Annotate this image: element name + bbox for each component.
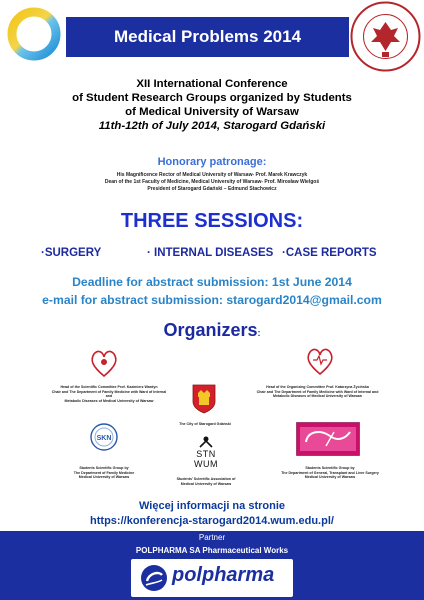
organizer-right-bottom: [276, 466, 384, 480]
organizer-line: Medical University of Warsaw: [78, 475, 130, 480]
organizers-heading-text: Organizers: [163, 320, 258, 340]
organizer-city: The City of Starogard Gdański: [179, 422, 231, 426]
skn-logo: [88, 422, 120, 452]
more-info-label: Więcej informacji na stronie: [139, 500, 285, 512]
organizer-line: Chair and The Department of Family Medicine with Ward of Internal and: [51, 389, 167, 399]
partner-name: POLPHARMA SA Pharmaceutical Works: [135, 546, 289, 555]
organizer-line: Students Scientific Group by: [79, 466, 129, 470]
conference-info: [0, 77, 424, 133]
conference-title: XII International Conference: [136, 78, 288, 90]
conference-dates: 11th-12th of July 2014, Starogard Gdański: [98, 120, 326, 132]
stn-wum-figure-icon: [196, 436, 216, 448]
patronage-line: President of Starogard Gdański – Edmund Stachowicz: [147, 186, 277, 192]
deadline-date: Deadline for abstract submission: 1st June 2014: [72, 275, 352, 289]
organizer-line: Head of the Organizing Committee Prof. Katarzyna Życińska: [266, 385, 369, 389]
university-seal-icon: [349, 0, 422, 73]
organizer-line: The Department of Family Medicine: [73, 470, 135, 475]
sessions-heading: THREE SESSIONS:: [120, 210, 304, 232]
organizer-line: Metabolic Diseases of Medical University of Warsaw: [273, 394, 362, 399]
stn-wum-logo: [190, 449, 222, 469]
organizers-heading: [0, 320, 424, 341]
organizer-left-bottom: [58, 466, 150, 480]
city-crest-icon: [192, 384, 216, 414]
more-info: [0, 499, 424, 529]
stn-logo-text: STN: [196, 449, 216, 459]
organizer-left-top: [49, 385, 169, 403]
partner-label: Partner: [198, 533, 226, 542]
conference-subtitle: of Student Research Groups organized by Students: [72, 92, 352, 104]
organizer-line: Students Scientific Group by: [305, 466, 355, 470]
organizer-center-bottom: [166, 477, 246, 486]
conference-university: of Medical University of Warsaw: [125, 106, 299, 118]
patronage-line: His Magnificence Rector of Medical University of Warsaw- Prof. Marek Krawczyk: [116, 172, 308, 178]
session-surgery: ·SURGERY: [41, 247, 102, 259]
patronage-heading: Honorary patronage:: [157, 156, 267, 168]
polpharma-logo-text: polpharma: [172, 564, 275, 586]
organizer-line: Medical University of Warsaw: [304, 475, 356, 480]
page-title: Medical Problems 2014: [113, 27, 302, 46]
organizer-line: Medical University of Warsaw: [180, 481, 232, 486]
submission-email[interactable]: e-mail for abstract submission: starogard2014@gmail.com: [42, 293, 382, 307]
session-case-reports: ·CASE REPORTS: [282, 247, 377, 259]
patronage-list: [0, 172, 424, 193]
heart-logo-left: [88, 348, 120, 378]
more-info-url[interactable]: https://konferencja-starogard2014.wum.edu.pl/: [90, 515, 334, 527]
organizer-line: Students' Scientific Association of: [176, 477, 236, 481]
patronage-line: Dean of the 1st Faculty of Medicine, Medical University of Warsaw- Prof. Mirosław Wielgoś: [104, 179, 320, 185]
organizer-right-top: [255, 385, 380, 399]
conference-ring-logo: [6, 6, 62, 62]
organizer-line: The Department of General, Transplant and Liver Surgery: [281, 470, 379, 475]
sessions-list: [0, 247, 424, 261]
skn-logo-text: SKN: [96, 435, 112, 442]
wum-logo-text: WUM: [194, 459, 218, 469]
organizers-heading-colon: :: [257, 328, 261, 338]
deadline-info: [0, 273, 424, 309]
surgery-group-logo: [296, 422, 360, 456]
organizer-line: Chair and The Department of Family Medicine with Ward of Internal and: [256, 389, 379, 394]
polpharma-emblem-icon: [139, 563, 169, 593]
organizer-line: Metabolic Diseases of Medical University of Warsaw: [64, 398, 154, 403]
heart-logo-right: [303, 346, 337, 376]
organizer-line: Head of the Scientific Committee Prof. Kazimierz Wardyn: [60, 385, 158, 389]
session-internal-diseases: · INTERNAL DISEASES: [147, 247, 274, 259]
